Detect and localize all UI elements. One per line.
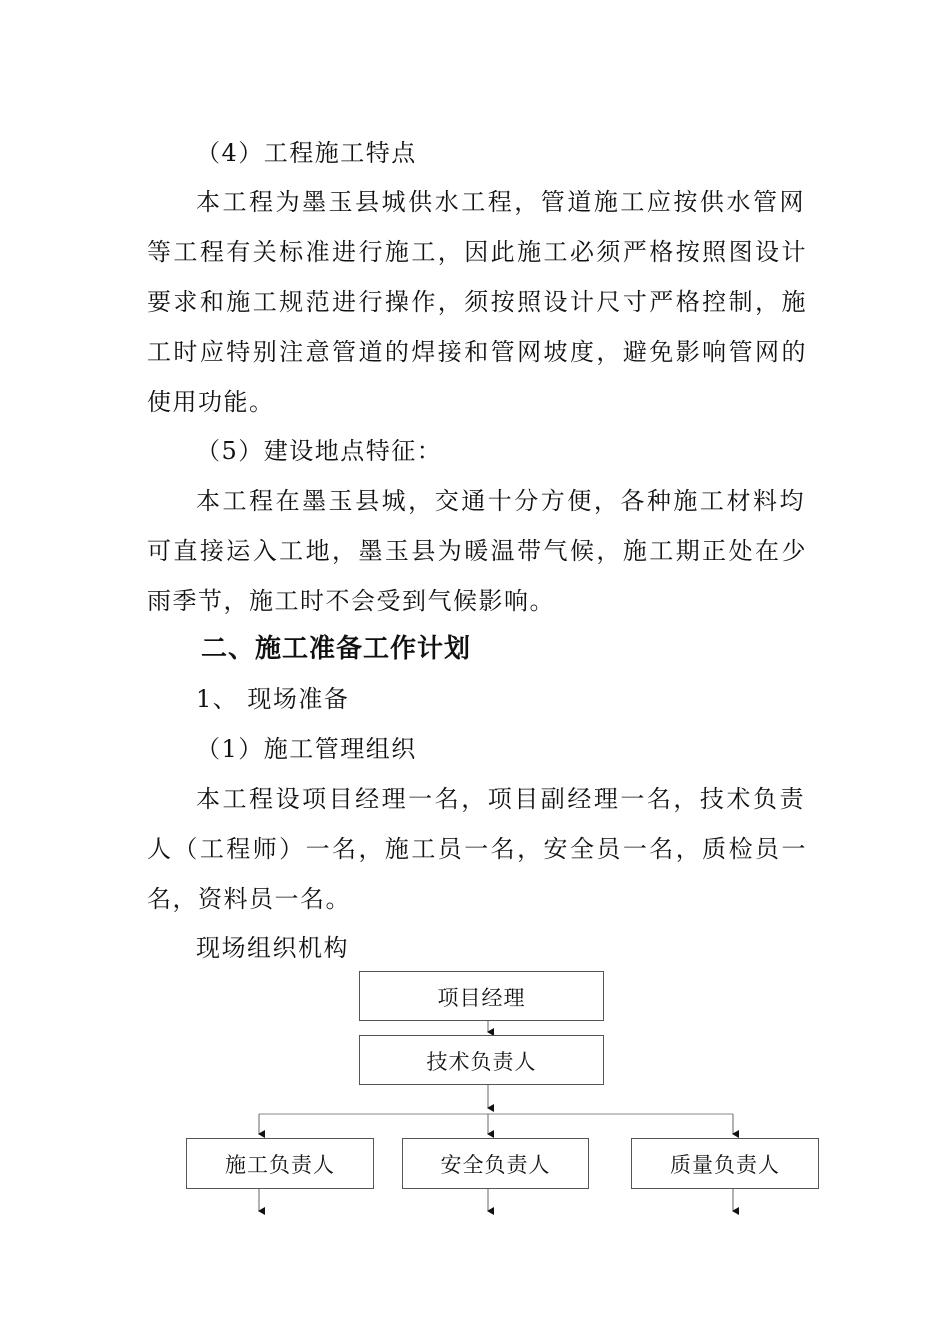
sub-1-heading: （1）施工管理组织	[196, 735, 417, 763]
org-box-technical-lead: 技术负责人	[359, 1035, 604, 1085]
org-box-construction-lead: 施工负责人	[186, 1138, 374, 1189]
paragraph-line: 要求和施工规范进行操作，须按照设计尺寸严格控制，施	[147, 288, 807, 316]
org-chart-caption: 现场组织机构	[196, 934, 349, 962]
paragraph-line: 等工程有关标准进行施工，因此施工必须严格按照图设计	[147, 238, 807, 266]
section-4-heading: （4）工程施工特点	[196, 139, 417, 167]
paragraph-line: 可直接运入工地，墨玉县为暖温带气候，施工期正处在少	[147, 537, 807, 565]
chapter-2-title: 二、施工准备工作计划	[201, 634, 472, 664]
org-box-quality-lead: 质量负责人	[631, 1138, 819, 1189]
item-1-heading: 1、 现场准备	[196, 685, 350, 713]
paragraph-line: 本工程为墨玉县城供水工程，管道施工应按供水管网	[196, 188, 805, 216]
paragraph-line: 名，资料员一名。	[147, 885, 351, 913]
paragraph-line: 使用功能。	[147, 388, 275, 416]
paragraph-line: 雨季节，施工时不会受到气候影响。	[147, 587, 555, 615]
paragraph-line: 本工程在墨玉县城，交通十分方便，各种施工材料均	[196, 487, 805, 515]
org-box-safety-lead: 安全负责人	[402, 1138, 589, 1189]
section-5-heading: （5）建设地点特征：	[196, 437, 443, 465]
org-box-project-manager: 项目经理	[359, 971, 604, 1021]
paragraph-line: 人（工程师）一名，施工员一名，安全员一名，质检员一	[147, 835, 807, 863]
paragraph-line: 工时应特别注意管道的焊接和管网坡度，避免影响管网的	[147, 338, 807, 366]
paragraph-line: 本工程设项目经理一名，项目副经理一名，技术负责	[196, 785, 805, 813]
